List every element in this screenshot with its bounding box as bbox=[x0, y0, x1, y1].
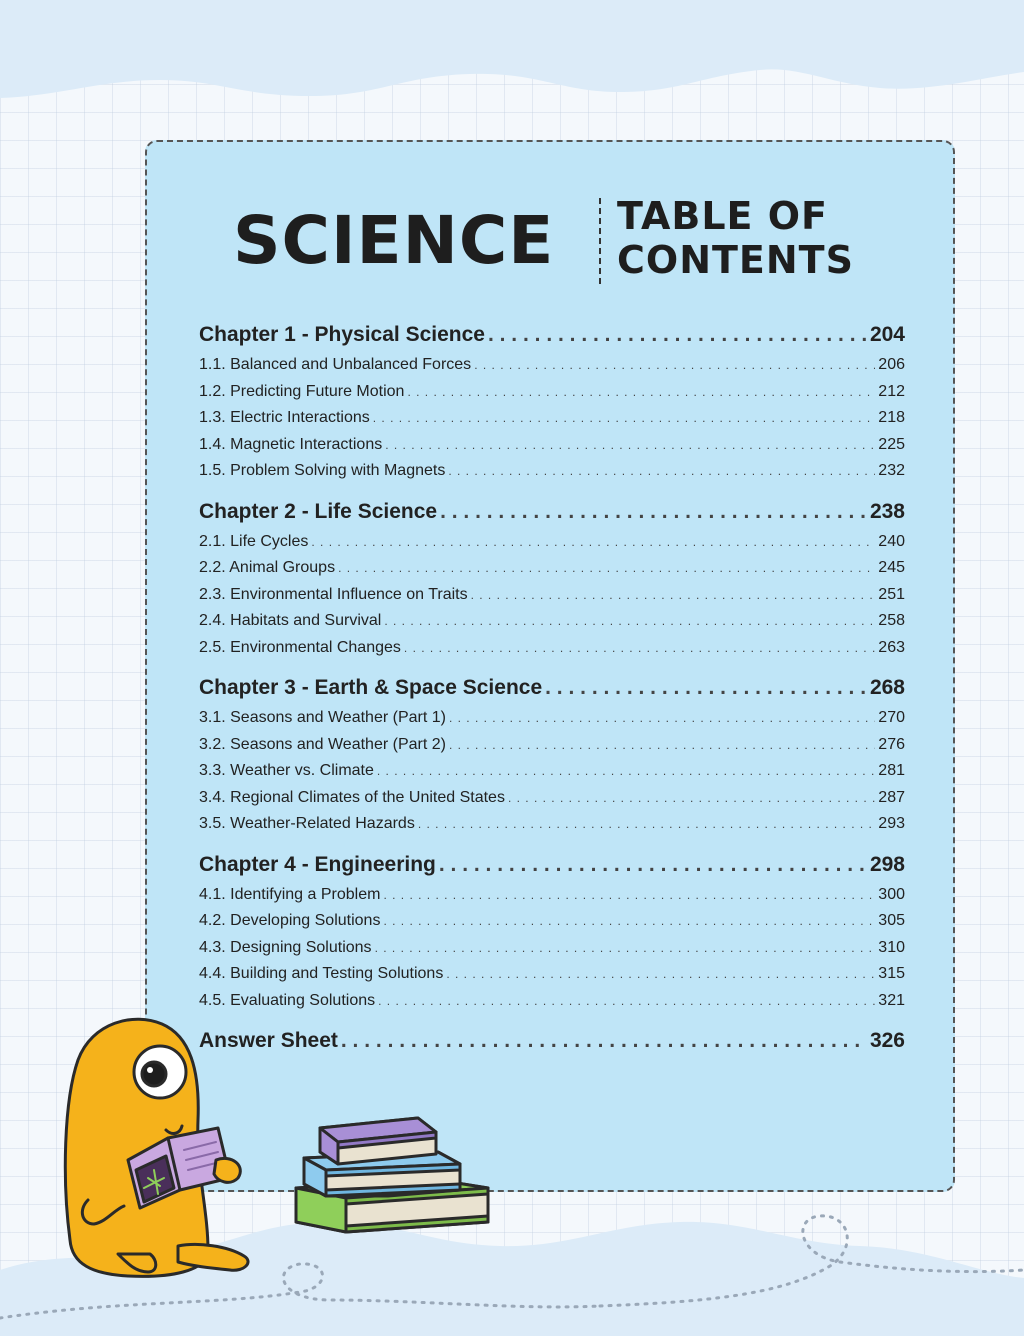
page-number: 300 bbox=[878, 885, 905, 903]
dot-leader bbox=[471, 582, 876, 609]
dot-leader bbox=[440, 495, 867, 529]
section-title: 4.2. Developing Solutions bbox=[199, 912, 381, 929]
page-number: 218 bbox=[878, 409, 905, 426]
dot-leader bbox=[418, 811, 875, 838]
toc-section[interactable] bbox=[199, 555, 905, 582]
dot-leader bbox=[407, 379, 875, 406]
toc-section[interactable] bbox=[199, 811, 905, 838]
dot-leader bbox=[383, 908, 875, 935]
chapter-title: Chapter 2 - Life Science bbox=[199, 499, 438, 523]
dot-leader bbox=[404, 635, 875, 662]
section-title: 1.2. Predicting Future Motion bbox=[199, 382, 405, 400]
page-number: 326 bbox=[869, 1029, 905, 1052]
section-title: 3.5. Weather-Related Hazards bbox=[199, 815, 415, 832]
section-title: 3.2. Seasons and Weather (Part 2) bbox=[199, 735, 446, 753]
toc-section[interactable] bbox=[199, 458, 905, 485]
toc-section[interactable] bbox=[199, 705, 905, 732]
section-title: 1.3. Electric Interactions bbox=[199, 409, 370, 426]
page-number: 232 bbox=[878, 462, 905, 479]
page-number: 225 bbox=[878, 435, 905, 453]
dot-leader bbox=[384, 608, 875, 635]
answer-sheet-title: Answer Sheet bbox=[199, 1029, 338, 1052]
page-subtitle bbox=[617, 194, 854, 282]
dot-leader bbox=[311, 529, 875, 556]
page-number: 293 bbox=[878, 815, 905, 832]
page-number: 204 bbox=[869, 323, 905, 346]
toc-section[interactable] bbox=[199, 908, 905, 935]
section-title: 2.4. Habitats and Survival bbox=[199, 612, 382, 629]
dot-leader bbox=[378, 988, 875, 1015]
toc-section[interactable] bbox=[199, 732, 905, 759]
chapter-title: Chapter 4 - Engineering bbox=[199, 852, 436, 876]
toc-section[interactable] bbox=[199, 882, 905, 909]
toc-section[interactable] bbox=[199, 608, 905, 635]
section-title: 3.1. Seasons and Weather (Part 1) bbox=[199, 709, 446, 726]
toc-chapter-2[interactable] bbox=[199, 495, 905, 529]
page-number: 287 bbox=[878, 788, 905, 806]
page-number: 315 bbox=[878, 965, 905, 982]
page-number: 321 bbox=[878, 991, 905, 1009]
dot-leader bbox=[508, 785, 875, 812]
top-cloud-band bbox=[0, 0, 1024, 98]
toc-section[interactable] bbox=[199, 432, 905, 459]
page-number: 251 bbox=[878, 585, 905, 603]
chapter-block-2 bbox=[199, 495, 905, 662]
dot-leader bbox=[375, 935, 876, 962]
chapter-title: Chapter 1 - Physical Science bbox=[199, 323, 485, 346]
toc-section[interactable] bbox=[199, 935, 905, 962]
section-title: 4.3. Designing Solutions bbox=[199, 938, 372, 956]
subtitle-line-2: CONTENTS bbox=[617, 238, 854, 282]
page-number: 238 bbox=[869, 499, 905, 523]
toc-section[interactable] bbox=[199, 758, 905, 785]
dot-leader bbox=[449, 732, 875, 759]
dot-leader bbox=[341, 1024, 867, 1058]
section-title: 2.1. Life Cycles bbox=[199, 532, 309, 550]
toc-section[interactable] bbox=[199, 635, 905, 662]
page-number: 298 bbox=[869, 852, 905, 876]
title-divider bbox=[599, 198, 601, 284]
toc-section[interactable] bbox=[199, 582, 905, 609]
toc-answer-sheet[interactable] bbox=[199, 1024, 905, 1058]
section-title: 2.2. Animal Groups bbox=[199, 559, 336, 576]
page-number: 258 bbox=[878, 612, 905, 629]
section-title: 4.1. Identifying a Problem bbox=[199, 885, 381, 903]
section-title: 4.4. Building and Testing Solutions bbox=[199, 965, 444, 982]
dot-leader bbox=[439, 848, 867, 882]
yellow-monster-reading-icon bbox=[58, 1010, 268, 1280]
subtitle-line-1: TABLE OF bbox=[617, 194, 829, 238]
toc-section[interactable] bbox=[199, 379, 905, 406]
section-title: 1.1. Balanced and Unbalanced Forces bbox=[199, 356, 472, 373]
page-number: 276 bbox=[878, 735, 905, 753]
page-number: 270 bbox=[878, 709, 905, 726]
page-number: 310 bbox=[878, 938, 905, 956]
dot-leader bbox=[545, 671, 867, 705]
toc-chapter-1[interactable] bbox=[199, 318, 905, 352]
dot-leader bbox=[377, 758, 875, 785]
page-number: 268 bbox=[869, 676, 905, 699]
section-title: 3.4. Regional Climates of the United States bbox=[199, 788, 505, 806]
dot-leader bbox=[449, 705, 875, 732]
dot-leader bbox=[488, 318, 867, 352]
toc-section[interactable] bbox=[199, 405, 905, 432]
dot-leader bbox=[448, 458, 875, 485]
title-header bbox=[147, 194, 953, 294]
dot-leader bbox=[383, 882, 875, 909]
toc-section[interactable] bbox=[199, 988, 905, 1015]
toc-section[interactable] bbox=[199, 961, 905, 988]
dot-leader bbox=[373, 405, 876, 432]
toc-section[interactable] bbox=[199, 785, 905, 812]
dot-leader bbox=[338, 555, 875, 582]
section-title: 4.5. Evaluating Solutions bbox=[199, 991, 376, 1009]
page-number: 245 bbox=[878, 559, 905, 576]
page-number: 212 bbox=[878, 382, 905, 400]
toc-section[interactable] bbox=[199, 529, 905, 556]
book-stack-icon bbox=[288, 1110, 503, 1235]
dot-leader bbox=[446, 961, 875, 988]
section-title: 2.3. Environmental Influence on Traits bbox=[199, 585, 468, 603]
chapter-block-3 bbox=[199, 671, 905, 838]
dot-leader bbox=[474, 352, 875, 379]
page-number: 305 bbox=[878, 912, 905, 929]
page-number: 281 bbox=[878, 762, 905, 779]
toc-list bbox=[199, 312, 905, 1058]
chapter-block-4 bbox=[199, 848, 905, 1015]
chapter-block-1 bbox=[199, 318, 905, 485]
page-number: 263 bbox=[878, 638, 905, 656]
toc-chapter-4[interactable] bbox=[199, 848, 905, 882]
dot-leader bbox=[385, 432, 875, 459]
section-title: 1.5. Problem Solving with Magnets bbox=[199, 462, 446, 479]
chapter-title: Chapter 3 - Earth & Space Science bbox=[199, 676, 543, 699]
page-number: 240 bbox=[878, 532, 905, 550]
section-title: 3.3. Weather vs. Climate bbox=[199, 762, 374, 779]
toc-chapter-3[interactable] bbox=[199, 671, 905, 705]
toc-section[interactable] bbox=[199, 352, 905, 379]
section-title: 2.5. Environmental Changes bbox=[199, 638, 401, 656]
page-title: SCIENCE bbox=[233, 202, 555, 279]
section-title: 1.4. Magnetic Interactions bbox=[199, 435, 383, 453]
page-number: 206 bbox=[878, 356, 905, 373]
